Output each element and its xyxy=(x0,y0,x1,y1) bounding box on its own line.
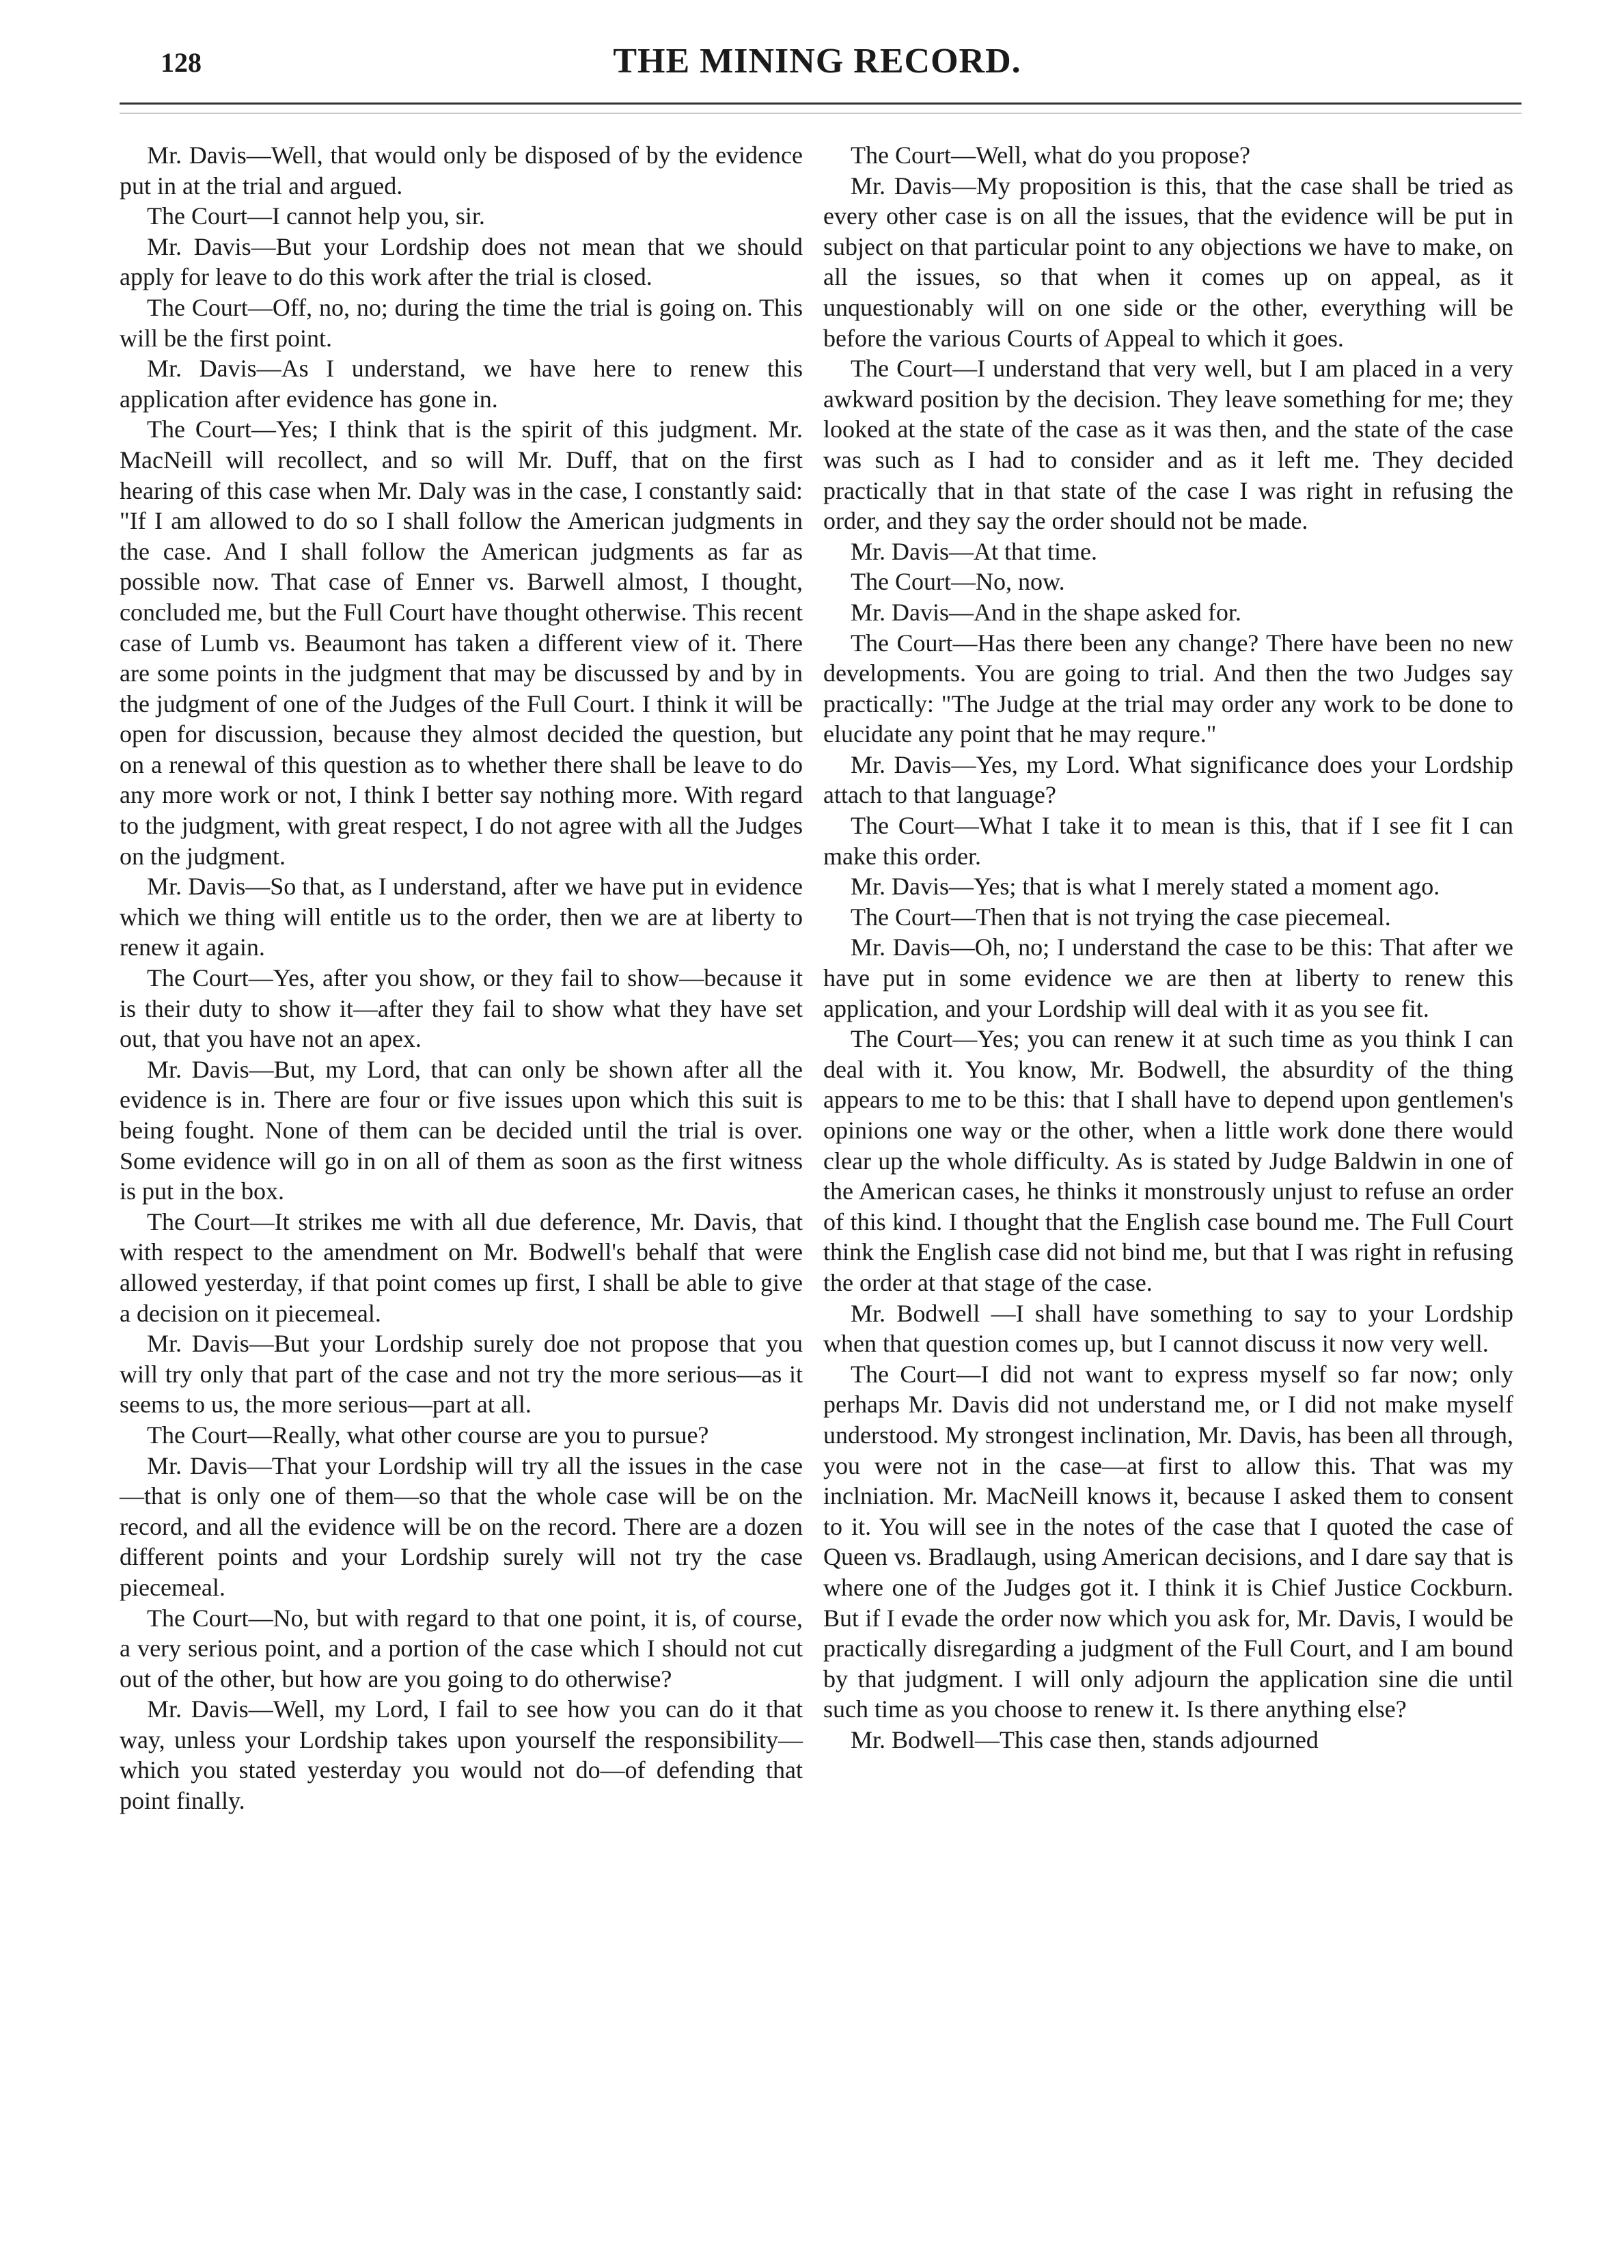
paragraph: The Court—Well, what do you propose? xyxy=(851,141,1250,169)
paragraph: Mr. Davis—Yes; that is what I merely stated a moment ago. xyxy=(851,873,1440,901)
paragraph: Mr. Davis—But your Lordship surely doe not propose that you will try only that part of the case and not try the more serious—as it seems to us, the more serious—part at all. xyxy=(120,1330,803,1419)
paragraph: The Court—Off, no, no; during the time the trial is going on. This will be the first point. xyxy=(120,293,803,352)
paragraph: The Court—Then that is not trying the case piecemeal. xyxy=(851,903,1391,931)
paragraph: Mr. Davis—So that, as I understand, after we have put in evidence which we thing will entitle us to the order, then we are at liberty to renew it again. xyxy=(120,873,803,961)
paragraph: Mr. Davis—My proposition is this, that the case shall be tried as every other case is on all the issues, that the evidence will be put in subject on that particular point to any objections we have to make, on all the issues, so that when it comes up on appeal, as it unquestionably will on one side or the other, everything will be before the various Courts of Appeal to which it goes. xyxy=(823,172,1513,352)
paragraph: The Court—I cannot help you, sir. xyxy=(147,202,485,230)
paragraph: The Court—Yes, after you show, or they fail to show—because it is their duty to show it—after they fail to show what they have set out, that you have not an apex. xyxy=(120,964,803,1053)
paragraph: The Court—What I take it to mean is this, that if I see fit I can make this order. xyxy=(823,812,1513,870)
header-rule xyxy=(120,103,1522,113)
paragraph: Mr. Bodwell —I shall have something to say to your Lordship when that question comes up, but I cannot discuss it now very well. xyxy=(823,1299,1513,1358)
paragraph: The Court—Really, what other course are you to pursue? xyxy=(147,1421,709,1449)
paragraph: The Court—It strikes me with all due deference, Mr. Davis, that with respect to the amendment on Mr. Bodwell's behalf that were allowed yesterday, if that point comes up first, I shall be able to give a decision on it piecemeal. xyxy=(120,1207,803,1327)
paragraph: Mr. Davis—At that time. xyxy=(851,537,1097,565)
left-column xyxy=(120,140,803,1816)
paragraph: The Court—Yes; I think that is the spirit of this judgment. Mr. MacNeill will recollect, and so will Mr. Duff, that on the first hearing of this case when Mr. Daly was in the case, I constantly said: "If I am allowed to do so I shall follow the American judgments in the case. And I shall follow the American judgments as far as possible now. That case of Enner vs. Barwell almost, I thought, concluded me, but the Full Court have thought otherwise. This recent case of Lumb vs. Beaumont has taken a different view of it. There are some points in the judgment that may be discussed by and by in the judgment of one of the Judges of the Full Court. I think it will be open for discussion, because they almost decided the question, but on a renewal of this question as to whether there shall be leave to do any more work or not, I think I better say nothing more. With regard to the judgment, with great respect, I do not agree with all the Judges on the judgment. xyxy=(120,415,803,870)
page-number: 128 xyxy=(161,47,202,78)
running-title: THE MINING RECORD. xyxy=(613,42,1021,81)
paragraph: The Court—I did not want to express myself so far now; only perhaps Mr. Davis did not understand me, or I did not make myself understood. My strongest inclination, Mr. Davis, has been all through, you were not in the case—at first to allow this. That was my inclniation. Mr. MacNeill knows it, because I asked them to consent to it. You will see in the notes of the case that I quoted the case of Queen vs. Bradlaugh, using American decisions, and I dare say that is where one of the Judges got it. I think it is Chief Justice Cockburn. But if I evade the order now which you ask for, Mr. Davis, I would be practically disregarding a judgment of the Full Court, and I am bound by that judgment. I will only adjourn the application sine die until such time as you choose to renew it. Is there anything else? xyxy=(823,1360,1513,1723)
paragraph: The Court—I understand that very well, but I am placed in a very awkward position by the decision. They leave something for me; they looked at the state of the case as it was then, and the state of the case was such as I had to consider and as it left me. They decided practically that in that state of the case I was right in refusing the order, and they say the order should not be made. xyxy=(823,355,1513,535)
paragraph: Mr. Davis—Oh, no; I understand the case to be this: That after we have put in some evidence we are then at liberty to renew this application, and your Lordship will deal with it as you see fit. xyxy=(823,933,1513,1022)
paragraph: The Court—Yes; you can renew it at such time as you think I can deal with it. You know, Mr. Bodwell, the absurdity of the thing appears to me to be this: that I shall have to depend upon gentlemen's opinions one way or the other, when a little work done there would clear up the whole difficulty. As is stated by Judge Baldwin in one of the American cases, he thinks it monstrously unjust to refuse an order of this kind. I thought that the English case bound me. The Full Court think the English case did not bind me, but that I was right in refusing the order at that stage of the case. xyxy=(823,1025,1513,1296)
paragraph: Mr. Davis—And in the shape asked for. xyxy=(851,598,1241,626)
paragraph: Mr. Davis—But your Lordship does not mean that we should apply for leave to do this work after the trial is closed. xyxy=(120,232,803,291)
paragraph: The Court—No, but with regard to that one point, it is, of course, a very serious point, and a portion of the case which I should not cut out of the other, but how are you going to do otherwise? xyxy=(120,1604,803,1693)
paragraph: Mr. Davis—As I understand, we have here to renew this application after evidence has gone in. xyxy=(120,355,803,413)
paragraph: The Court—No, now. xyxy=(851,568,1065,596)
paragraph: Mr. Davis—Yes, my Lord. What significance does your Lordship attach to that language? xyxy=(823,750,1513,809)
paragraph: Mr. Davis—Well, that would only be disposed of by the evidence put in at the trial and argued. xyxy=(120,141,803,200)
right-column xyxy=(823,140,1513,1755)
paragraph: The Court—Has there been any change? There have been no new developments. You are going to trial. And then the two Judges say practically: "The Judge at the trial may order any work to be done to elucidate any point that he may requre." xyxy=(823,629,1513,748)
paragraph: Mr. Davis—But, my Lord, that can only be shown after all the evidence is in. There are four or five issues upon which this suit is being fought. None of them can be decided until the trial is over. Some evidence will go in on all of them as soon as the first witness is put in the box. xyxy=(120,1055,803,1205)
page-header xyxy=(120,41,1515,103)
paragraph: Mr. Bodwell—This case then, stands adjourned xyxy=(851,1725,1319,1753)
paragraph: Mr. Davis—Well, my Lord, I fail to see how you can do it that way, unless your Lordship takes upon yourself the responsibility—which you stated yesterday you would not do—of defending that point finally. xyxy=(120,1695,803,1815)
paragraph: Mr. Davis—That your Lordship will try all the issues in the case—that is only one of them—so that the whole case will be on the record, and all the evidence will be on the record. There are a dozen different points and your Lordship surely will not try the case piecemeal. xyxy=(120,1451,803,1601)
